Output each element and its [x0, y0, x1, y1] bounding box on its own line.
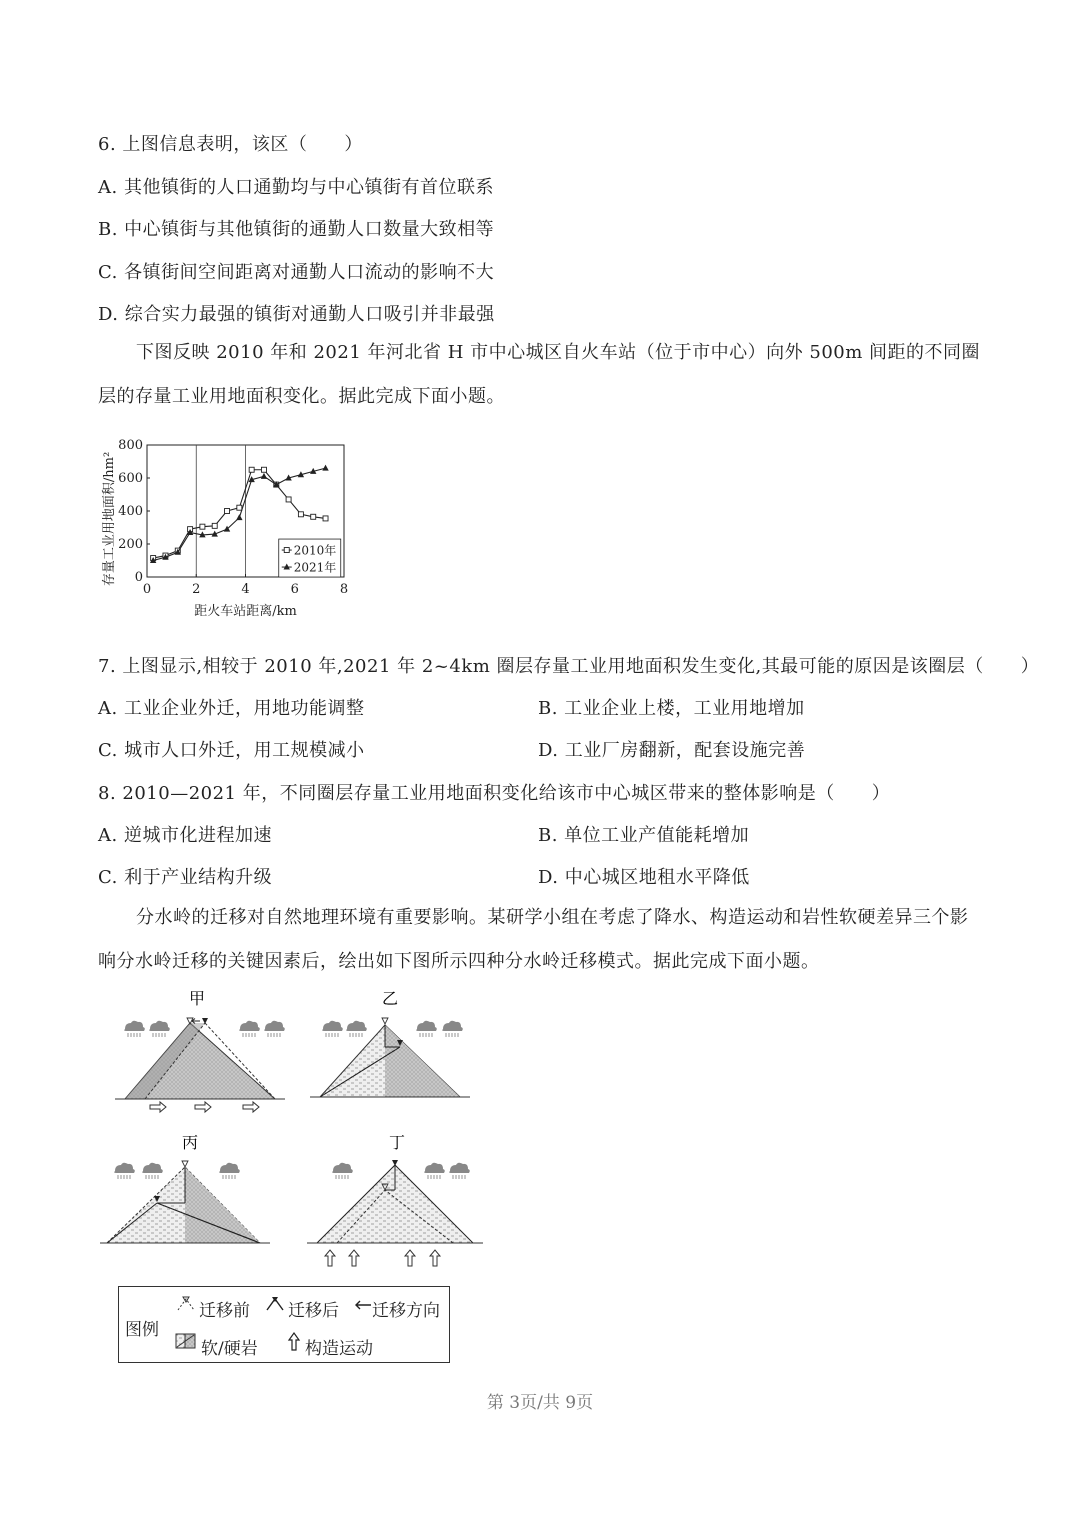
- rain-cloud-icon: [114, 1163, 135, 1179]
- rain-cloud-icon: [416, 1021, 437, 1037]
- intro-paragraph-2-text: 分水岭的迁移对自然地理环境有重要影响。某研学小组在考虑了降水、构造运动和岩性软硬差异三个影响分水岭迁移的关键因素后，绘出如下图所示四种分水岭迁移模式。据此完成下面小题。: [98, 907, 969, 972]
- q7-option-c[interactable]: C. 城市人口外迁，用工规模减小: [98, 740, 365, 761]
- rain-cloud-icon: [442, 1021, 463, 1037]
- legend-marker-2010: [284, 548, 289, 553]
- intro-paragraph-2: [98, 896, 983, 984]
- diagram-bing-label: 丙: [181, 1133, 199, 1152]
- q6-option-a[interactable]: A. 其他镇街的人口通勤均与中心镇街有首位联系: [98, 177, 494, 198]
- tectonic-uplift-arrow-icon: [405, 1250, 415, 1266]
- tectonic-uplift-arrow-icon: [349, 1250, 359, 1266]
- x-tick-label: 2: [192, 582, 201, 597]
- horizontal-push-arrow-icon: [243, 1102, 259, 1112]
- q6-stem: 6. 上图信息表明，该区（ ）: [98, 134, 363, 155]
- legend-after: 迁移后: [288, 1301, 339, 1321]
- q8-option-b[interactable]: B. 单位工业产值能耗增加: [538, 825, 750, 846]
- diagram-ding-label: 丁: [388, 1133, 406, 1152]
- legend-title: 图例: [125, 1320, 159, 1340]
- legend-direction: 迁移方向: [372, 1301, 440, 1321]
- data-point-2010: [261, 467, 266, 472]
- q7-option-a[interactable]: A. 工业企业外迁，用地功能调整: [98, 698, 365, 719]
- rain-cloud-icon: [149, 1021, 170, 1037]
- horizontal-push-arrow-icon: [195, 1102, 211, 1112]
- q7-stem: 7. 上图显示,相较于 2010 年,2021 年 2~4km 圈层存量工业用地面积发生变化,其最可能的原因是该圈层（ ）: [98, 656, 1040, 677]
- x-tick-label: 8: [339, 582, 349, 597]
- legend-rock: 软/硬岩: [201, 1339, 258, 1359]
- y-axis-label: 存量工业用地面积/hm²: [102, 451, 117, 587]
- intro-paragraph-1-text: 下图反映 2010 年和 2021 年河北省 H 市中心城区自火车站（位于市中心）向外 500m 间距的不同圈层的存量工业用地面积变化。据此完成下面小题。: [98, 342, 981, 407]
- y-tick-label: 800: [118, 438, 143, 453]
- q8-option-a[interactable]: A. 逆城市化进程加速: [98, 825, 272, 846]
- data-point-2010: [311, 514, 316, 519]
- direction-arrow-icon: [353, 1299, 373, 1311]
- after-marker-icon: [392, 1160, 398, 1166]
- q6-option-c[interactable]: C. 各镇街间空间距离对通勤人口流动的影响不大: [98, 262, 495, 283]
- q8-option-d[interactable]: D. 中心城区地租水平降低: [538, 867, 750, 888]
- data-point-2010: [298, 512, 303, 517]
- data-point-2010: [286, 497, 291, 502]
- data-point-2021: [322, 465, 328, 471]
- legend-before: 迁移前: [199, 1301, 250, 1321]
- x-tick-label: 4: [241, 582, 250, 597]
- diagram-bing: [100, 1133, 270, 1243]
- diagram-ding: [307, 1133, 483, 1266]
- data-point-2010: [323, 516, 328, 521]
- data-point-2010: [249, 467, 254, 472]
- intro-paragraph-1: [98, 331, 983, 419]
- soft-hard-rock-icon: [175, 1333, 197, 1349]
- rain-cloud-icon: [346, 1021, 367, 1037]
- before-marker-icon: [182, 1161, 188, 1167]
- direction-arrow-icon: [192, 1019, 200, 1024]
- data-point-2010: [237, 505, 242, 510]
- diagram-jia: [115, 989, 285, 1112]
- before-marker-icon: [175, 1295, 197, 1315]
- data-point-2021: [236, 514, 242, 520]
- q8-option-c[interactable]: C. 利于产业结构升级: [98, 867, 273, 888]
- page-number: 第 3页/共 9页: [486, 1393, 594, 1413]
- rain-cloud-icon: [124, 1021, 145, 1037]
- q7-option-b[interactable]: B. 工业企业上楼，工业用地增加: [538, 698, 805, 719]
- x-tick-label: 6: [290, 582, 299, 597]
- data-point-2010: [225, 509, 230, 514]
- y-tick-label: 400: [118, 504, 143, 519]
- tectonic-uplift-arrow-icon: [430, 1250, 440, 1266]
- legend-label: 2021年: [293, 560, 337, 575]
- diagram-yi: [310, 989, 470, 1097]
- industrial-land-chart: [95, 430, 365, 630]
- rain-cloud-icon: [424, 1163, 445, 1179]
- data-point-2010: [212, 523, 217, 528]
- before-marker-icon: [382, 1018, 388, 1024]
- tectonic-uplift-arrow-icon: [287, 1331, 301, 1351]
- data-point-2010: [200, 524, 205, 529]
- watershed-diagrams: [95, 985, 495, 1270]
- after-marker-icon: [264, 1295, 286, 1315]
- figure-legend: [118, 1286, 450, 1363]
- rain-cloud-icon: [239, 1021, 260, 1037]
- y-tick-label: 600: [118, 471, 143, 486]
- rain-cloud-icon: [322, 1021, 343, 1037]
- rain-cloud-icon: [142, 1163, 163, 1179]
- q8-stem: 8. 2010—2021 年，不同圈层存量工业用地面积变化给该市中心城区带来的整体影响是（ ）: [98, 783, 891, 804]
- y-tick-label: 200: [118, 537, 143, 552]
- x-tick-label: 0: [142, 582, 152, 597]
- diagram-jia-label: 甲: [188, 989, 206, 1008]
- diagram-yi-label: 乙: [381, 989, 399, 1008]
- horizontal-push-arrow-icon: [150, 1102, 166, 1112]
- legend-tectonic: 构造运动: [305, 1339, 373, 1359]
- q7-option-d[interactable]: D. 工业厂房翻新，配套设施完善: [538, 740, 806, 761]
- rain-cloud-icon: [219, 1163, 240, 1179]
- rain-cloud-icon: [264, 1021, 285, 1037]
- q6-option-b[interactable]: B. 中心镇街与其他镇街的通勤人口数量大致相等: [98, 219, 495, 240]
- rain-cloud-icon: [449, 1163, 470, 1179]
- x-axis-label: 距火车站距离/km: [194, 604, 297, 619]
- data-point-2021: [261, 473, 267, 479]
- tectonic-uplift-arrow-icon: [325, 1250, 335, 1266]
- legend-label: 2010年: [293, 543, 337, 558]
- y-tick-label: 0: [134, 570, 143, 585]
- q6-option-d[interactable]: D. 综合实力最强的镇街对通勤人口吸引并非最强: [98, 304, 495, 325]
- rain-cloud-icon: [332, 1163, 353, 1179]
